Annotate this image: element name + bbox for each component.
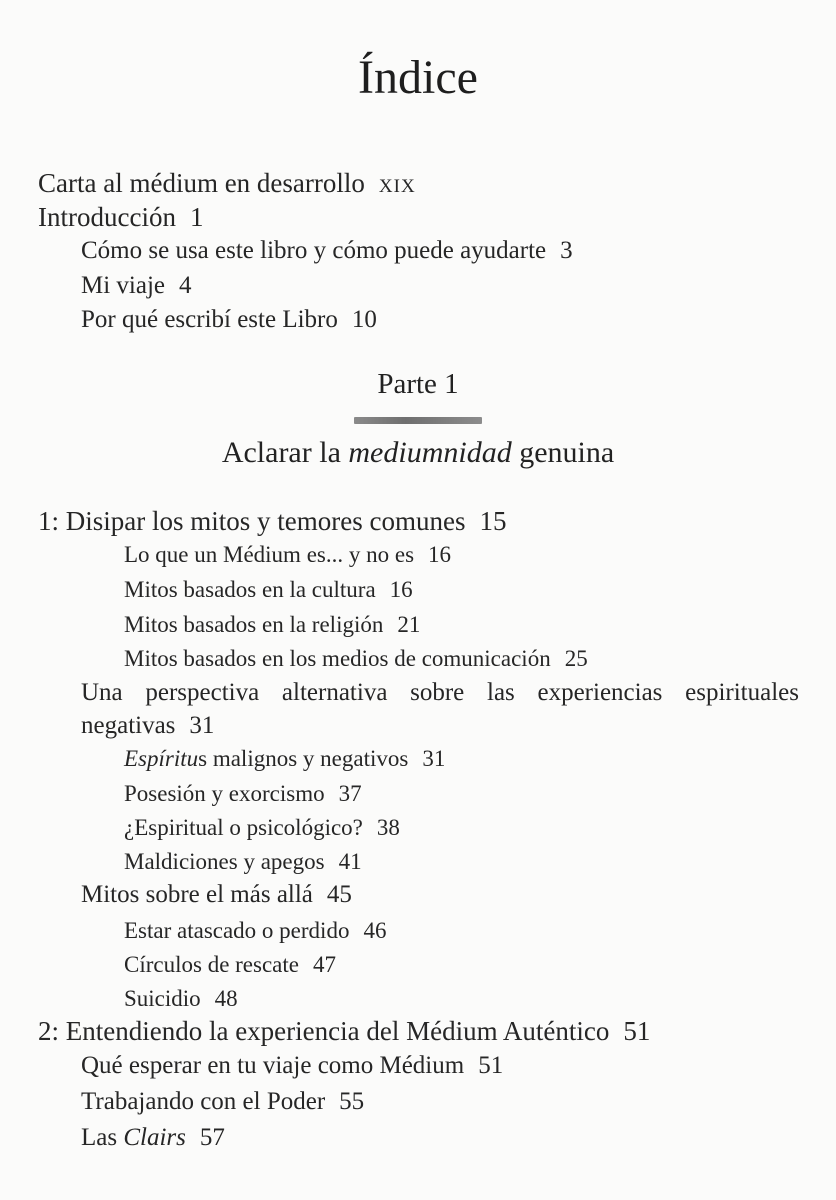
toc-entry-page: 16 bbox=[389, 577, 413, 602]
toc-entry-page: 41 bbox=[338, 849, 362, 874]
toc-entry-text: Cómo se usa este libro y cómo puede ayudarte bbox=[81, 237, 547, 264]
toc-entry-text: Mitos basados en la cultura bbox=[124, 577, 376, 602]
toc-entry-page: 38 bbox=[376, 815, 400, 840]
toc-entry-page: 31 bbox=[422, 746, 446, 771]
toc-entry-text: 1: Disipar los mitos y temores comunes bbox=[38, 506, 466, 536]
toc-entry-page: 15 bbox=[479, 506, 507, 536]
toc-subentry bbox=[124, 746, 445, 772]
toc-entry-text: Qué esperar en tu viaje como Médium bbox=[81, 1052, 465, 1079]
toc-entry-text: negativas bbox=[81, 712, 176, 739]
toc-entry-text: Trabajando con el Poder bbox=[81, 1088, 326, 1115]
toc-entry-text: Maldiciones y apegos bbox=[124, 849, 325, 874]
toc-chapter-1 bbox=[38, 506, 506, 537]
toc-entry-page: 25 bbox=[564, 646, 588, 671]
toc-subentry bbox=[124, 577, 413, 603]
toc-entry-text: Por qué escribí este Libro bbox=[81, 306, 338, 333]
toc-entry-page: 47 bbox=[312, 952, 336, 977]
toc-entry-mi-viaje bbox=[81, 272, 192, 300]
toc-entry-text: Estar atascado o perdido bbox=[124, 918, 350, 943]
toc-entry-text: ¿Espiritual o psicológico? bbox=[124, 815, 363, 840]
toc-section-perspectiva-cont bbox=[81, 712, 214, 740]
toc-entry-text: Carta al médium en desarrollo bbox=[38, 168, 365, 198]
part-label: Parte 1 bbox=[377, 368, 459, 400]
toc-entry-page: 55 bbox=[339, 1088, 365, 1115]
toc-entry-text: Lo que un Médium es... y no es bbox=[124, 542, 415, 567]
toc-subentry bbox=[124, 849, 362, 875]
part-subtitle-start: Aclarar la bbox=[221, 436, 349, 469]
toc-entry-text: Mitos basados en los medios de comunicación bbox=[124, 646, 551, 671]
toc-entry-text: s malignos y negativos bbox=[198, 746, 409, 771]
toc-entry-page: 46 bbox=[363, 918, 387, 943]
toc-entry-text: Suicidio bbox=[124, 986, 201, 1011]
toc-entry-page: 31 bbox=[189, 712, 215, 739]
toc-entry-page: 3 bbox=[560, 237, 573, 264]
toc-entry-text: Mi viaje bbox=[81, 272, 166, 299]
toc-entry-page: 4 bbox=[179, 272, 192, 299]
part-divider bbox=[354, 417, 482, 424]
toc-entry-page: 45 bbox=[326, 881, 352, 908]
toc-entry-page: 51 bbox=[478, 1052, 504, 1079]
toc-entry-text: Mitos sobre el más allá bbox=[81, 881, 313, 908]
toc-entry-emphasis: Espíritu bbox=[124, 746, 199, 771]
toc-section-clairs bbox=[81, 1124, 225, 1152]
toc-entry-text: Mitos basados en la religión bbox=[124, 612, 384, 637]
toc-entry-emphasis: Clairs bbox=[123, 1124, 186, 1151]
page-title: Índice bbox=[358, 51, 478, 104]
toc-subentry bbox=[124, 918, 386, 944]
toc-subentry bbox=[124, 986, 238, 1012]
toc-entry-page: 51 bbox=[623, 1016, 651, 1046]
toc-entry-page: 16 bbox=[428, 542, 452, 567]
toc-section bbox=[81, 1052, 503, 1080]
toc-subentry bbox=[124, 781, 362, 807]
toc-entry-page: 48 bbox=[214, 986, 238, 1011]
toc-subentry bbox=[124, 646, 588, 672]
toc-entry-introduccion bbox=[38, 202, 203, 233]
toc-section-perspectiva: Una perspectiva alternativa sobre las experiencias espirituales bbox=[81, 679, 799, 706]
toc-entry-carta bbox=[38, 168, 416, 199]
toc-section-mitos-mas-alla bbox=[81, 881, 352, 909]
part-subtitle bbox=[0, 436, 836, 470]
toc-entry-text: Círculos de rescate bbox=[124, 952, 299, 977]
toc-entry-page: 57 bbox=[199, 1124, 225, 1151]
toc-subentry bbox=[124, 815, 400, 841]
toc-entry-page: 1 bbox=[189, 202, 204, 232]
toc-chapter-2 bbox=[38, 1016, 650, 1047]
toc-entry-page: 37 bbox=[338, 781, 362, 806]
toc-subentry bbox=[124, 542, 451, 568]
toc-entry-text: Introducción bbox=[38, 202, 176, 232]
toc-entry-por-que bbox=[81, 306, 377, 334]
toc-entry-text: Las bbox=[81, 1124, 124, 1151]
toc-entry-page: xix bbox=[378, 168, 416, 198]
toc-subentry bbox=[124, 952, 336, 978]
toc-entry-page: 10 bbox=[351, 306, 377, 333]
toc-entry-text: 2: Entendiendo la experiencia del Médium Auténtico bbox=[38, 1016, 610, 1046]
toc-subentry bbox=[124, 612, 420, 638]
toc-entry-como-se-usa bbox=[81, 237, 573, 265]
toc-entry-text: Posesión y exorcismo bbox=[124, 781, 325, 806]
part-subtitle-emphasis: mediumnidad bbox=[348, 436, 512, 469]
part-subtitle-end: genuina bbox=[511, 436, 615, 469]
toc-entry-page: 21 bbox=[397, 612, 421, 637]
toc-section bbox=[81, 1088, 364, 1116]
